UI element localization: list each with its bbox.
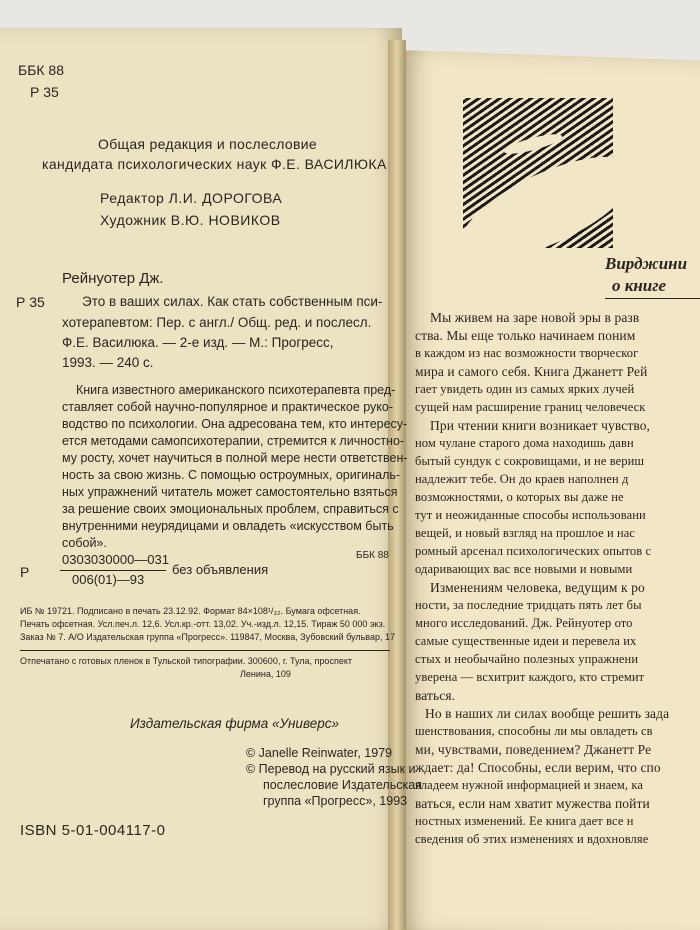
chapter-illustration bbox=[463, 98, 613, 248]
catalog-line-1: Это в ваших силах. Как стать собственным пси- bbox=[82, 294, 383, 309]
formula-denominator: 006(01)—93 bbox=[72, 572, 145, 587]
body-line: ждает: да! Способны, если верим, что спо bbox=[415, 760, 661, 775]
copyright-line-1: © Janelle Reinwater, 1979 bbox=[246, 746, 393, 760]
copyright-line-4: группа «Прогресс», 1993 bbox=[263, 794, 408, 808]
body-line: ми, чувствами, поведением? Джанетт Ре bbox=[415, 742, 652, 757]
body-line: много исследований. Дж. Рейнуотер ото bbox=[415, 616, 633, 630]
body-line: ваться. bbox=[415, 688, 456, 703]
formula-letter: Р bbox=[20, 564, 30, 580]
body-line: мира и самого себя. Книга Джанетт Рей bbox=[415, 364, 648, 379]
chapter-heading-2: о книге bbox=[612, 276, 667, 295]
body-line: ном чулане старого дома находишь давн bbox=[415, 436, 634, 450]
isbn: ISBN 5-01-004117-0 bbox=[20, 822, 166, 839]
imprint-line-2: Печать офсетная. Усл.печ.л. 12,6. Усл.кр.-отт. 13,02. Уч.-изд.л. 12,15. Тираж 50 000 экз. bbox=[20, 619, 386, 629]
body-line: сведения об этих изменениях и вдохновляе bbox=[415, 832, 649, 846]
body-line: Изменениям человека, ведущим к ро bbox=[430, 580, 645, 595]
general-editor-line-2: кандидата психологических наук Ф.Е. ВАСИЛЮКА bbox=[42, 156, 387, 172]
body-line: одаривающих вас все новыми и новыми bbox=[415, 562, 633, 576]
body-line: Мы живем на заре новой эры в разв bbox=[430, 310, 640, 325]
abstract-line: му росту, хочет научиться в полной мере нести ответствен- bbox=[62, 451, 408, 465]
body-line: гает увидеть один из самых ярких лучей bbox=[415, 382, 635, 396]
abstract-line: ставляет собой научно-популярное и практическое руко- bbox=[62, 400, 394, 414]
catalog-code: Р 35 bbox=[16, 294, 45, 310]
publisher-firm: Издательская фирма «Универс» bbox=[130, 716, 339, 731]
abstract-line: внутренними неурядицами и овладеть «искусством быть bbox=[62, 519, 394, 533]
chapter-heading-1: Вирджини bbox=[605, 254, 688, 273]
abstract-line: ность за свою жизнь. С помощью остроумных, оригиналь- bbox=[62, 468, 401, 482]
formula-note: без объявления bbox=[172, 562, 269, 577]
body-line: вещей, и новый взгляд на прошлое и нас bbox=[415, 526, 636, 540]
body-line: ваться, если нам хватит мужества пойти bbox=[415, 796, 650, 811]
body-line: возможностями, о которых вы даже не bbox=[415, 490, 624, 504]
abstract-line: ется методами самопсихотерапии, стремится к личностно- bbox=[62, 434, 405, 448]
body-line: стых и необычайно полезных упражнени bbox=[415, 652, 639, 666]
author-sign: Р 35 bbox=[30, 84, 59, 100]
body-line: Но в наших ли силах вообще решить зада bbox=[425, 706, 670, 721]
catalog-author: Рейнуотер Дж. bbox=[62, 270, 164, 287]
editor-credit: Редактор Л.И. ДОРОГОВА bbox=[100, 190, 283, 206]
body-line: ства. Мы еще только начинаем поним bbox=[415, 328, 636, 343]
heading-underline bbox=[605, 298, 700, 299]
body-line: сущей нам расширение границ человеческ bbox=[415, 400, 646, 414]
artist-credit: Художник В.Ю. НОВИКОВ bbox=[100, 212, 281, 228]
body-line: бытый сундук с сокровищами, и не вериш bbox=[415, 454, 645, 468]
body-line: ностных изменений. Ее книга дает все н bbox=[415, 814, 634, 828]
formula-bbk: ББК 88 bbox=[356, 550, 389, 561]
imprint-divider bbox=[20, 650, 390, 651]
formula-numerator: 0303030000—031 bbox=[62, 552, 169, 567]
printed-line-1: Отпечатано с готовых пленок в Тульской типографии. 300600, г. Тула, проспект bbox=[20, 656, 352, 666]
general-editor-line-1: Общая редакция и послесловие bbox=[98, 136, 317, 152]
abstract-line: Книга известного американского психотерапевта пред- bbox=[76, 383, 396, 397]
copyright-line-3: послесловие Издательская bbox=[263, 778, 422, 792]
body-line: шенствования, способны ли мы овладеть св bbox=[415, 724, 653, 738]
imprint-line-3: Заказ № 7. А/О Издательская группа «Прогресс». 119847, Москва, Зубовский бульвар, 17 bbox=[20, 632, 396, 642]
body-line: уверена — всхитрит каждого, кто стремит bbox=[415, 670, 645, 684]
body-line: в каждом из нас возможности творческог bbox=[415, 346, 639, 360]
catalog-line-3: Ф.Е. Василюка. — 2-е изд. — М.: Прогресс, bbox=[62, 335, 334, 350]
bbk-code: ББК 88 bbox=[18, 62, 64, 78]
catalog-line-2: хотерапевтом: Пер. с англ./ Общ. ред. и послесл. bbox=[62, 315, 372, 330]
abstract-line: водство по психологии. Она адресована тем, кто интересу- bbox=[62, 417, 408, 431]
abstract-line: ных упражнений читатель может самостоятельно взяться bbox=[62, 485, 398, 499]
imprint-line-1: ИБ № 19721. Подписано в печать 23.12.92. Формат 84×108¹/₃₂. Бумага офсетная. bbox=[20, 606, 361, 616]
body-line: тут и неожиданные способы использовани bbox=[415, 508, 646, 522]
abstract-line: собой». bbox=[62, 536, 107, 550]
printed-line-2: Ленина, 109 bbox=[240, 669, 291, 679]
catalog-line-4: 1993. — 240 с. bbox=[62, 355, 154, 370]
body-line: ности, за последние тридцать пять лет бы bbox=[415, 598, 642, 612]
body-line: ромный арсенал психологических опытов с bbox=[415, 544, 652, 558]
body-line: надлежит тебе. Он до краев наполнен д bbox=[415, 472, 629, 486]
body-line: самые существенные идеи и перевела их bbox=[415, 634, 637, 648]
copyright-line-2: © Перевод на русский язык и bbox=[246, 762, 416, 776]
formula-fraction-bar bbox=[60, 570, 166, 571]
body-line: При чтении книги возникает чувство, bbox=[430, 418, 651, 433]
body-line: владеем нужной информацией и знаем, ка bbox=[415, 778, 644, 792]
abstract-line: за решение своих эмоциональных проблем, справиться с bbox=[62, 502, 399, 516]
